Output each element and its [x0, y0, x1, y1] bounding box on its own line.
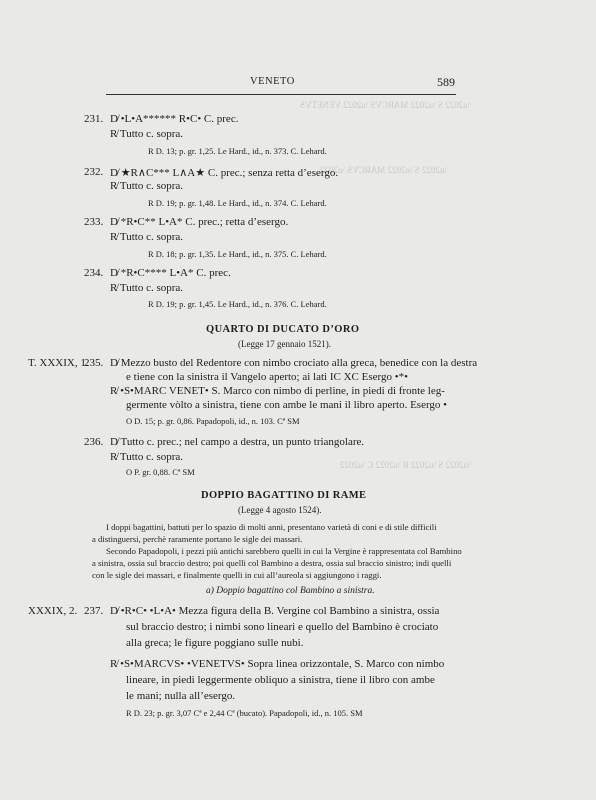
entry-reverse: lineare, in piedi leggermente obliquo a sinistra, tiene il libro con ambe: [126, 674, 435, 686]
bleed-through-text: \u2022 S \u2022 MARCVS \u2022: [320, 165, 448, 175]
entry-reverse: R̸ Tutto c. sopra.: [110, 231, 184, 243]
entry-reference: R D. 19; p. gr. 1,45. Le Hard., id., n. 376. C. Lehard.: [148, 299, 327, 309]
paragraph-line: Secondo Papadopoli, i pezzi più antichi sarebbero quelli in cui la Vergine è rappresentata col Bambino: [106, 546, 462, 556]
entry-reverse: R̸ Tutto c. sopra.: [110, 180, 184, 192]
entry-reference: O D. 15; p. gr. 0,86. Papadopoli, id., n. 103. Cª SM: [126, 416, 300, 426]
entry-obverse: D̸ •R•C• •L•A• Mezza figura della B. Vergine col Bambino a sinistra, ossia: [110, 605, 440, 617]
entry-obverse: D̸ *R•C** L•A* C. prec.; retta d’esergo.: [110, 216, 289, 228]
entry-reverse: R̸ Tutto c. sopra.: [110, 128, 184, 140]
bleed-through-text: \u2022 S \u2022 MARCVS \u2022 VENETVS: [300, 100, 471, 110]
entry-reverse: R̸ Tutto c. sopra.: [110, 282, 184, 294]
entry-reference: O P. gr. 0,88. Cª SM: [126, 467, 195, 477]
entry-reference: R D. 18; p. gr. 1,35. Le Hard., id., n. 375. C. Lehard.: [148, 249, 327, 259]
entry-obverse: D̸ Tutto c. prec.; nel campo a destra, un punto triangolare.: [110, 436, 365, 448]
entry-number: 234.: [84, 267, 104, 279]
entry-obverse: e tiene con la sinistra il Vangelo aperto; ai lati IC XC Esergo •*•: [126, 371, 408, 383]
entry-number: 232.: [84, 166, 104, 178]
bleed-through-text: \u2022 S \u2022 R \u2022 C \u2022: [340, 460, 471, 470]
entry-number: 233.: [84, 216, 104, 228]
entry-reverse: le mani; nulla all’esergo.: [126, 690, 236, 702]
entry-obverse: D̸ •L•A****** R•C• C. prec.: [110, 113, 239, 125]
paragraph-line: a distinguersi, perchè raramente portano le sigle dei massari.: [92, 534, 303, 544]
subsection-title: a) Doppio bagattino col Bambino a sinistra.: [206, 586, 375, 596]
entry-obverse: alla greca; le figure poggiano sulle nubi.: [126, 637, 304, 649]
entry-reverse: germente vòlto a sinistra, tiene con ambe le mani il libro aperto. Esergo •: [126, 399, 448, 411]
entry-reverse: R̸ Tutto c. sopra.: [110, 451, 184, 463]
entry-number: 237.: [84, 605, 104, 617]
entry-reference: R D. 23; p. gr. 3,07 Cª e 2,44 Cª (bucato). Papadopoli, id., n. 105. SM: [126, 708, 363, 718]
paragraph-line: I doppi bagattini, battuti per lo spazio di molti anni, presentano varietà di coni e di stile difficili: [106, 522, 437, 532]
entry-reverse: R̸ •S•MARCVS• •VENETVS• Sopra linea orizzontale, S. Marco con nimbo: [110, 658, 445, 670]
entry-obverse: D̸ ★R∧C*** L∧A★ C. prec.; senza retta d’esergo.: [110, 167, 339, 179]
section-title: DOPPIO BAGATTINO DI RAME: [201, 490, 367, 501]
paragraph-line: a sinistra, ossia sul braccio destro; poi quelli col Bambino a destra, ossia sul braccio sinistro; indi quelli: [92, 558, 452, 568]
running-head: VENETO: [250, 76, 295, 87]
entry-reference: R D. 13; p. gr. 1,25. Le Hard., id., n. 373. C. Lehard.: [148, 146, 327, 156]
entry-number: 235.: [84, 357, 104, 369]
entry-obverse: D̸ Mezzo busto del Redentore con nimbo crociato alla greca, benedice con la destra: [110, 357, 478, 369]
paragraph-line: con le sigle dei massari, e finalmente quelli in cui all’aureola si aggiungono i raggi.: [92, 570, 382, 580]
section-subtitle: (Legge 4 agosto 1524).: [238, 505, 322, 515]
entry-obverse: D̸ *R•C**** L•A* C. prec.: [110, 267, 231, 279]
entry-reverse: R̸ •S•MARC VENET• S. Marco con nimbo di perline, in piedi di fronte leg-: [110, 385, 445, 397]
entry-number: 236.: [84, 436, 104, 448]
page-number: 589: [437, 75, 455, 89]
entry-obverse: sul braccio destro; i nimbi sono lineari e quello del Bambino è crociato: [126, 621, 439, 633]
entry-reference: R D. 19; p. gr. 1,48. Le Hard., id., n. 374. C. Lehard.: [148, 198, 327, 208]
plate-reference: T. XXXIX, 1.: [28, 357, 89, 369]
header-rule: [106, 94, 456, 95]
entry-number: 231.: [84, 113, 104, 125]
section-subtitle: (Legge 17 gennaio 1521).: [238, 339, 331, 349]
plate-reference: XXXIX, 2.: [28, 605, 78, 617]
section-title: QUARTO DI DUCATO D’ORO: [206, 324, 360, 335]
